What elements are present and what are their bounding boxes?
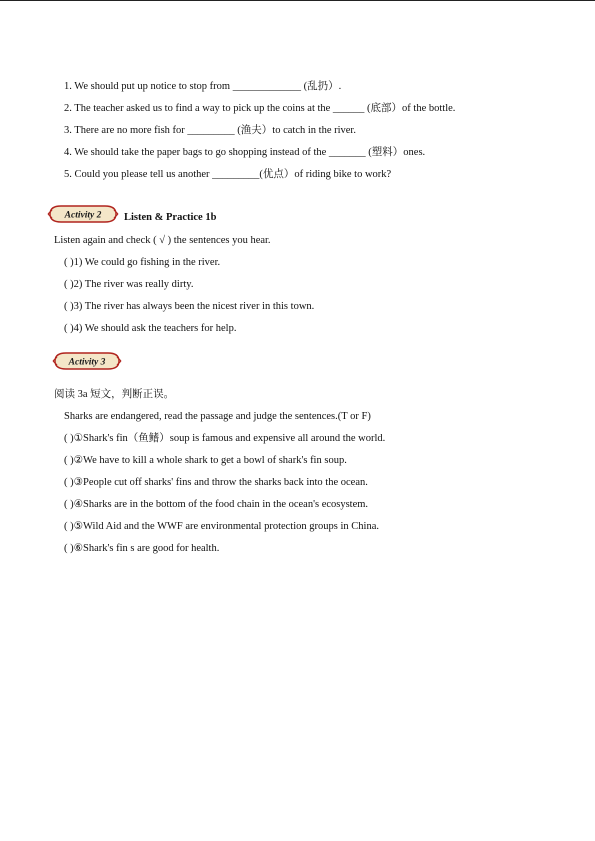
activity-2-badge-label: Activity 2	[64, 210, 102, 221]
activity-3-item-6: ( )⑥Shark's fin s are good for health.	[64, 543, 220, 554]
activity-2-item-4: ( )4) We should ask the teachers for help.	[64, 323, 237, 334]
activity-2-title: Listen & Practice 1b	[124, 212, 217, 223]
top-rule	[0, 0, 595, 1]
activity-2-instruction: Listen again and check ( √ ) the sentences you hear.	[54, 235, 271, 246]
activity-3-intro: Sharks are endangered, read the passage and judge the sentences.(T or F)	[64, 411, 371, 422]
activity-3-item-5: ( )⑤Wild Aid and the WWF are environmental protection groups in China.	[64, 521, 379, 532]
activity-3-badge-label: Activity 3	[68, 357, 106, 368]
activity-3-item-4: ( )④Sharks are in the bottom of the food chain in the ocean's ecosystem.	[64, 499, 369, 510]
activity-2-item-1: ( )1) We could go fishing in the river.	[64, 257, 221, 268]
vocab-item-1: 1. We should put up notice to stop from _____________ (乱扔）.	[64, 81, 342, 92]
vocab-item-4: 4. We should take the paper bags to go shopping instead of the _______ (塑料）ones.	[64, 147, 426, 158]
vocab-item-5: 5. Could you please tell us another _________(优点）of riding bike to work?	[64, 169, 392, 180]
activity-2-badge	[47, 204, 119, 224]
vocab-item-3: 3. There are no more fish for _________ (渔夫）to catch in the river.	[64, 125, 356, 136]
activity-2-item-3: ( )3) The river has always been the nicest river in this town.	[64, 301, 315, 312]
vocab-item-2: 2. The teacher asked us to find a way to pick up the coins at the ______ (底部）of the bottle.	[64, 103, 456, 114]
activity-3-instruction: 阅读 3a 短文，判断正误。	[54, 389, 175, 400]
activity-3-badge	[52, 351, 122, 371]
activity-3-item-1: ( )①Shark's fin（鱼鳍）soup is famous and expensive all around the world.	[64, 433, 386, 444]
activity-3-item-2: ( )②We have to kill a whole shark to get a bowl of shark's fin soup.	[64, 455, 347, 466]
activity-3-item-3: ( )③People cut off sharks' fins and throw the sharks back into the ocean.	[64, 477, 368, 488]
activity-2-item-2: ( )2) The river was really dirty.	[64, 279, 194, 290]
